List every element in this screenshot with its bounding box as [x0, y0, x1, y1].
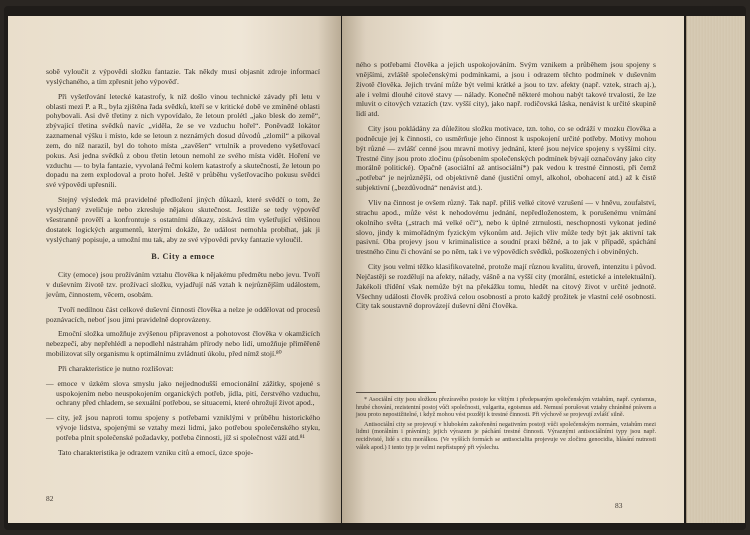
paragraph: Stejný výsledek má pravidelné předložení jiných důkazů, které svědčí o tom, že vyslýchaný zveličuje nebo zkresluje nějakou skutečnost. Jestliže se tedy výpověď všestranně prověří a konfrontuje s ostatními důkazy, získává tím vyšetřující většinou dostatek logických argumentů, kterými dokáže, že událost nemohla probíhat, jak ji vyslýchaný popisuje, a umožní mu tak, aby ze své výpovědi prvky fantazie vyloučil. — [46, 195, 320, 244]
left-page-text — [46, 67, 320, 463]
footnote: * Asociální city jsou složkou přezíravého postoje ke všitým i předepsaným společenským vztahům, např. cynismus, hrubé chování, rezistentní postoj vůči společnosti, vulgarita, egoismus atd. Nemusí porušovat vztahy chráněné právem a jsou proto nepostižitelné, i když mohou vést později k trestné činnosti. Při výchově se projevují zvlášť silně. — [356, 396, 656, 419]
paragraph: Vliv na činnost je ovšem různý. Tak např. příliš velké citové vzrušení — v hněvu, zoufalství, strachu apod., může vést k nehodovému jednání, nepředloženostem, k porušenému vnímání okolního světa („strach má velké oči“), nebo k úplné ztrnulosti, neschopnosti vykonat jediné slovo, jindy k mimořádným fyzickým výkonům atd. Jejich vliv může tedy být jak aktivní tak pasivní. Oba projevy jsou v kriminalistice a soudní praxi běžné, a to jak v případě, spáchání trestného činu či chování se po něm, tak i ve výpovědích svědků, poškozených i obviněných. — [356, 197, 656, 257]
section-heading: B. City a emoce — [151, 252, 215, 262]
open-book — [4, 6, 746, 530]
paragraph: City jsou velmi těžko klasifikovatelné, protože mají různou kvalitu, úroveň, intenzitu i původ. Nejčastěji se rozdělují na afekty, nálady, vášně a na vyšší city (morální, estetické a intelektuální). Jakékoli třídění však nemůže být na překážku tomu, hledět na citový život v určité jednotě. Všechny události člověk prožívá celou osobností a proto každý prožitek je vlastní celé osobnosti. City tak soustavně doprovázejí duševní dění člověka. — [356, 262, 656, 311]
page-number: 83 — [615, 501, 623, 510]
left-page — [8, 16, 341, 523]
paragraph: Tvoří nedílnou část celkové duševní činnosti člověka a nelze je oddělovat od procesů poznávacích, neboť jsou jimi pravidelně doprovázeny. — [46, 304, 320, 324]
paragraph: City jsou pokládány za důležitou složku motivace, tzn. toho, co se odráží v mozku člověka a podněcuje jej k činnosti, co usměrňuje jeho činnost k uspokojení určité potřeby. Motivy mohou být různé — zvlášť cenné jsou mravní motivy jednání, které jsou nejvíce spojeny s vyššími city. Trestné činy jsou proto zločinu (působením společenských podmínek bývají označovány jako city morálně politické). Opačně (asociální až antisociální*) pak vedou k trestné činnosti, při čemž „potřeba“ je nejrůznější, od objektivně dané (justiční omyl, alkohol, obohacení atd.) až k čistě subjektivní („bezdůvodná“ nenávist atd.). — [356, 124, 656, 193]
dash-list-item: — emoce v úzkém slova smyslu jako nejjednodušší emocionální zážitky, spojené s uspokojením nebo neuspokojením organických potřeb, jídla, pití, čerstvého vzduchu, ochrany před chladem, se sexuální potřebou, se situacemi, které ohrožují život apod., — [46, 379, 320, 409]
paragraph: City (emoce) jsou prožíváním vztahu člověka k nějakému předmětu nebo jevu. Tvoří v duševním životě tzv. prožívací složku, vyjadřují náš vztah k nejrůznějším událostem, jevům, činnostem, věcem, osobám. — [46, 270, 320, 299]
footnotes — [356, 392, 656, 453]
page-edges — [686, 16, 745, 523]
footnote: Antisociální city se projevují v hlubokém zakořenění negativním postoji vůči společenským normám, vztahům mezi lidmi (morálním i právním); jejich výrazem je páchání trestné činnosti. Výraznými antisociálními typy jsou např. recidivisté, lidé s citu morálkou. (Ve vyšších formách se antisocialita projevuje ve zločinu genocidia, hlásání nutnosti válek apod.) I tento typ je velmi nepřístupný při výslechu. — [356, 420, 656, 451]
paragraph: sobě vyloučit z výpovědi složku fantazie. Tak někdy musí objasnit zdroje informací vyslýchaného, a tím zpřesnit jeho výpověď. — [46, 67, 320, 86]
paragraph: Při vyšetřování letecké katastrofy, k níž došlo vinou technické závady při letu v oblasti mezi P. a R., byla zjištěna řada svědků, kteří se v kritické době ve zmíněné oblasti pohybovali. Asi dvě třetiny z nich vypovídalo, že letoun prolétl „jako blesk do země“, zbývající třetina svědků navíc „viděla, že se ve vzduchu hořel“. Poněvadž lokátor zaznamenal výšku i místo, kde se letoun z neznámých dosud důvodů „zlomil“ a pikoval zem, do níž narazil, byl do tohoto místa „zavěšen“ vrtulník a provedeno vyšetřovací pokus. Asi jedna svědků z obou třetin letoun nemohl ze svého místa vidět. Hoření ve vzduchu — to byla fantazie, vyvolaná řečmi kolem katastrofy a skutečností, že letoun po dopadu na zem explodoval a proto hořel. Ještě v průběhu vyšetřovacího pokusu svědci své výpovědi upřesnili. — [46, 91, 320, 190]
paragraph: Při charakteristice je nutno rozlišovat: — [58, 363, 174, 373]
page-number: 82 — [46, 494, 54, 503]
dash-list-item: — city, jež jsou naproti tomu spojeny s potřebami vzniklými v průběhu historického vývoje lidstva, spojenými se vztahy mezi lidmi, jako potřebou společenského styku, potřeba plnit společenské požadavky, potřeba činnosti, jíž si společnost váží atd.⁸¹ — [46, 413, 320, 443]
paragraph: Tato charakteristika je odrazem vzniku citů a emocí, úzce spoje- — [58, 447, 254, 457]
paragraph: ného s potřebami člověka a jejich uspokojováním. Svým vznikem a průběhem jsou spojeny s vnějšími, zvláště společenskými podmínkami, a jsou i odrazem těchto podmínek v duševním životě člověka. Jejich trvání může být velmi krátké a jsou to tzv. afekty (např. vztek, strach aj.), ale i velmi dlouhé citové stavy — nálady. Konečně některé mohou nabýt takové trvalosti, že lze mluvit o citových vztazích (tzv. vyšší city), jako např. rodičovská láska, nenávist k určité skupině lidí atd. — [356, 60, 656, 119]
paragraph: Emoční složka umožňuje zvýšenou připravenost a pohotovost člověka v okamžicích nebezpečí, aby nepřehlédl a nepodlehl nástrahám přírody nebo lidí, umožňuje přiměřeně mobilizovat síly organismu k optimálnímu zvládnutí úkolu, před nímž stojí.⁸⁰ — [46, 329, 320, 359]
right-page-text — [356, 60, 656, 316]
right-page — [342, 16, 684, 523]
footnote-divider — [356, 392, 436, 393]
